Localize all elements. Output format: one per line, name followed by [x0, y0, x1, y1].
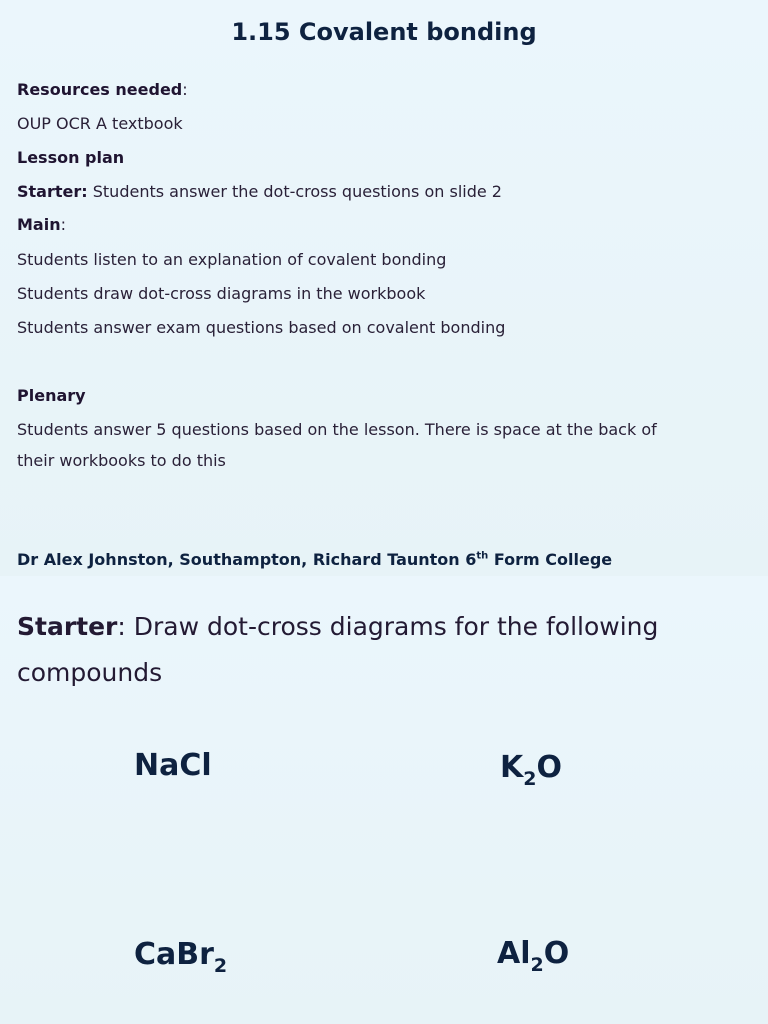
- footer-text: Dr Alex Johnston, Southampton, Richard Taunton 6: [17, 550, 477, 569]
- formula-element: CaBr: [134, 937, 214, 972]
- lesson-plan-label: Lesson plan: [17, 148, 125, 167]
- resources-line: [17, 80, 188, 100]
- formula-subscript: 2: [523, 768, 537, 790]
- formula-element: O: [536, 750, 562, 785]
- starter-label: Starter:: [17, 182, 88, 201]
- resources-colon: :: [182, 80, 188, 99]
- plenary-heading: [17, 386, 86, 406]
- resources-label: Resources needed: [17, 80, 183, 99]
- plenary-text-line-2: their workbooks to do this: [17, 451, 226, 470]
- main-colon: :: [60, 215, 66, 234]
- main-item: Students listen to an explanation of covalent bonding: [17, 250, 447, 269]
- lesson-plan-heading: [17, 148, 124, 168]
- starter-text: Students answer the dot-cross questions on slide 2: [87, 182, 502, 201]
- starter-instruction: [17, 604, 717, 696]
- formula-text: NaCl: [134, 748, 212, 783]
- formula-nacl: [134, 748, 212, 784]
- starter-instruction-text: : Draw dot-cross diagrams for the following compounds: [17, 612, 659, 687]
- formula-k2o: [500, 750, 562, 790]
- main-item: Students answer exam questions based on covalent bonding: [17, 318, 506, 337]
- main-label: Main: [17, 215, 61, 234]
- starter-slide: [0, 576, 768, 1024]
- author-credit: [17, 550, 612, 569]
- slide-title: 1.15 Covalent bonding: [231, 18, 537, 46]
- plenary-label: Plenary: [17, 386, 86, 405]
- formula-al2o: [497, 936, 570, 976]
- starter-heading: Starter: [17, 612, 118, 641]
- formula-element: K: [500, 750, 524, 785]
- formula-cabr2: [134, 937, 228, 977]
- resources-value: OUP OCR A textbook: [17, 114, 183, 133]
- main-heading: [17, 215, 66, 235]
- formula-subscript: 2: [530, 954, 544, 976]
- plenary-text-line-1: Students answer 5 questions based on the lesson. There is space at the back of: [17, 420, 657, 439]
- footer-text-end: Form College: [488, 550, 613, 569]
- starter-line: [17, 182, 502, 202]
- main-item: Students draw dot-cross diagrams in the workbook: [17, 284, 426, 303]
- footer-superscript: th: [476, 550, 489, 562]
- formula-subscript: 2: [213, 955, 228, 977]
- formula-element: O: [543, 936, 570, 971]
- formula-element: Al: [497, 936, 531, 971]
